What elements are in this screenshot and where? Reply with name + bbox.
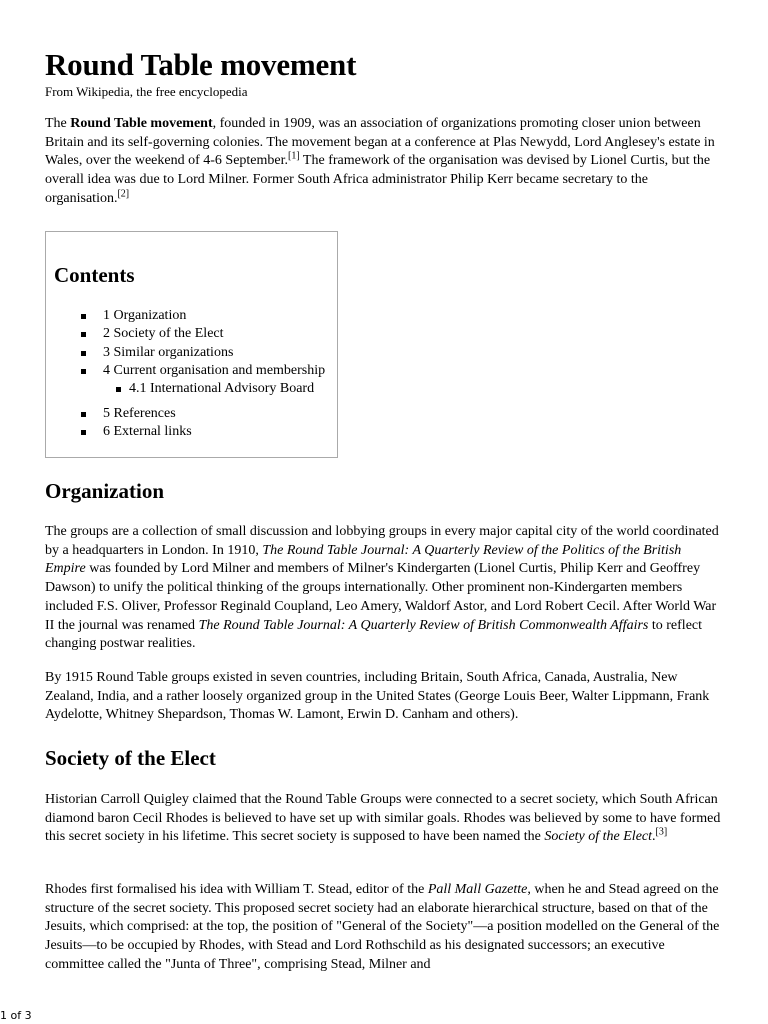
society-paragraph-2 <box>45 881 723 975</box>
toc-list-2 <box>46 405 337 442</box>
section-heading-organization: Organization <box>45 479 164 503</box>
toc-item-external-links[interactable]: 6 External links <box>46 423 337 441</box>
article <box>45 46 723 972</box>
tagline: From Wikipedia, the free encyclopedia <box>45 84 248 99</box>
organization-paragraph-1 <box>45 523 723 654</box>
pall-mall-gazette-title: Pall Mall Gazette <box>427 882 528 897</box>
page-counter: 1 of 3 <box>0 1009 32 1022</box>
intro-bold-term: Round Table movement <box>70 116 213 131</box>
org-journal-title-2: The Round Table Journal: A Quarterly Review of British Commonwealth Affairs <box>198 617 649 633</box>
ref-link-2[interactable]: [2] <box>117 188 130 200</box>
society-text-1: Historian Carroll Quigley claimed that the Round Table Groups were connected to a secret society, which South African diamond baron Cecil Rhodes is believed to have set up with similar goals. Rhodes was believed by some to have formed this secret society in his lifetime. This secret society is supposed to have been named the <box>45 792 721 845</box>
section-heading-society-of-the-elect: Society of the Elect <box>45 746 216 770</box>
intro-text-1: The <box>45 116 71 131</box>
society-p2-text-1: Rhodes first formalised his idea with William T. Stead, editor of the <box>45 882 428 897</box>
ref-link-3[interactable]: [3] <box>655 826 668 838</box>
toc-list <box>46 307 337 398</box>
ref-link-1[interactable]: [1] <box>288 150 300 162</box>
intro-text-2: , founded in 1909, was an association of organizations promoting closer union between Britain and its self-governing colonies. The movement began at a conference at Plas Newydd, Lord Anglesey's estate in Wales, over the weekend of 4-6 September. <box>45 116 715 169</box>
table-of-contents <box>45 231 338 458</box>
page-title: Round Table movement <box>45 47 357 82</box>
society-paragraph-1 <box>45 791 723 847</box>
society-text-2: . <box>652 829 656 845</box>
society-p2-text-2: , when he and Stead agreed on the structure of the secret society. This proposed secret society had an elaborate hierarchical structure, based on that of the Jesuits, which comprised: at the top, the position of "General of the Society"—a position modelled on the General of the Jesuits—to be occupied by Rhodes, with Stead and Lord Rothschild as his designated successors; an executive committee called the "Junta of Three", comprising Stead, Milner and <box>45 882 720 972</box>
toc-item-references[interactable]: 5 References <box>46 405 337 423</box>
org-text-1: The groups are a collection of small discussion and lobbying groups in every major capital city of the world coordinated by a headquarters in London. In 1910, <box>45 524 719 558</box>
org-text-3: to reflect changing postwar realities. <box>45 617 703 652</box>
toc-item-organization[interactable]: 1 Organization <box>46 307 337 325</box>
toc-item-international-advisory-board[interactable]: 4.1 International Advisory Board <box>46 380 337 398</box>
toc-item-society-of-the-elect[interactable]: 2 Society of the Elect <box>46 325 337 343</box>
org-text-2: was founded by Lord Milner and members of Milner's Kindergarten (Lionel Curtis, Philip Kerr and Geoffrey Dawson) to unify the political thinking of the groups internationally. Other prominent non-Kindergarten members included F.S. Oliver, Professor Reginald Coupland, Leo Amery, Waldorf Astor, and Lord Robert Cecil. After World War II the journal was renamed <box>45 561 717 633</box>
society-elect-name: Society of the Elect <box>544 829 653 845</box>
org-journal-title-1: The Round Table Journal: A Quarterly Review of the Politics of the British Empire <box>45 542 682 577</box>
toc-title: Contents <box>54 263 135 287</box>
intro-paragraph <box>45 115 723 209</box>
intro-text-3: The framework of the organisation was devised by Lionel Curtis, but the overall idea was due to Lord Milner. Former South Africa administrator Philip Kerr became secretary to the organisation. <box>45 153 711 206</box>
toc-item-similar-organizations[interactable]: 3 Similar organizations <box>46 344 337 362</box>
organization-paragraph-2: By 1915 Round Table groups existed in seven countries, including Britain, South Africa, Canada, Australia, New Zealand, India, and a rather loosely organized group in the United States (George Louis Beer, Walter Lippmann, Frank Aydelotte, Whitney Shepardson, Thomas W. Lamont, Erwin D. Canham and others). <box>45 670 710 723</box>
toc-item-current-organisation[interactable]: 4 Current organisation and membership <box>46 362 337 380</box>
